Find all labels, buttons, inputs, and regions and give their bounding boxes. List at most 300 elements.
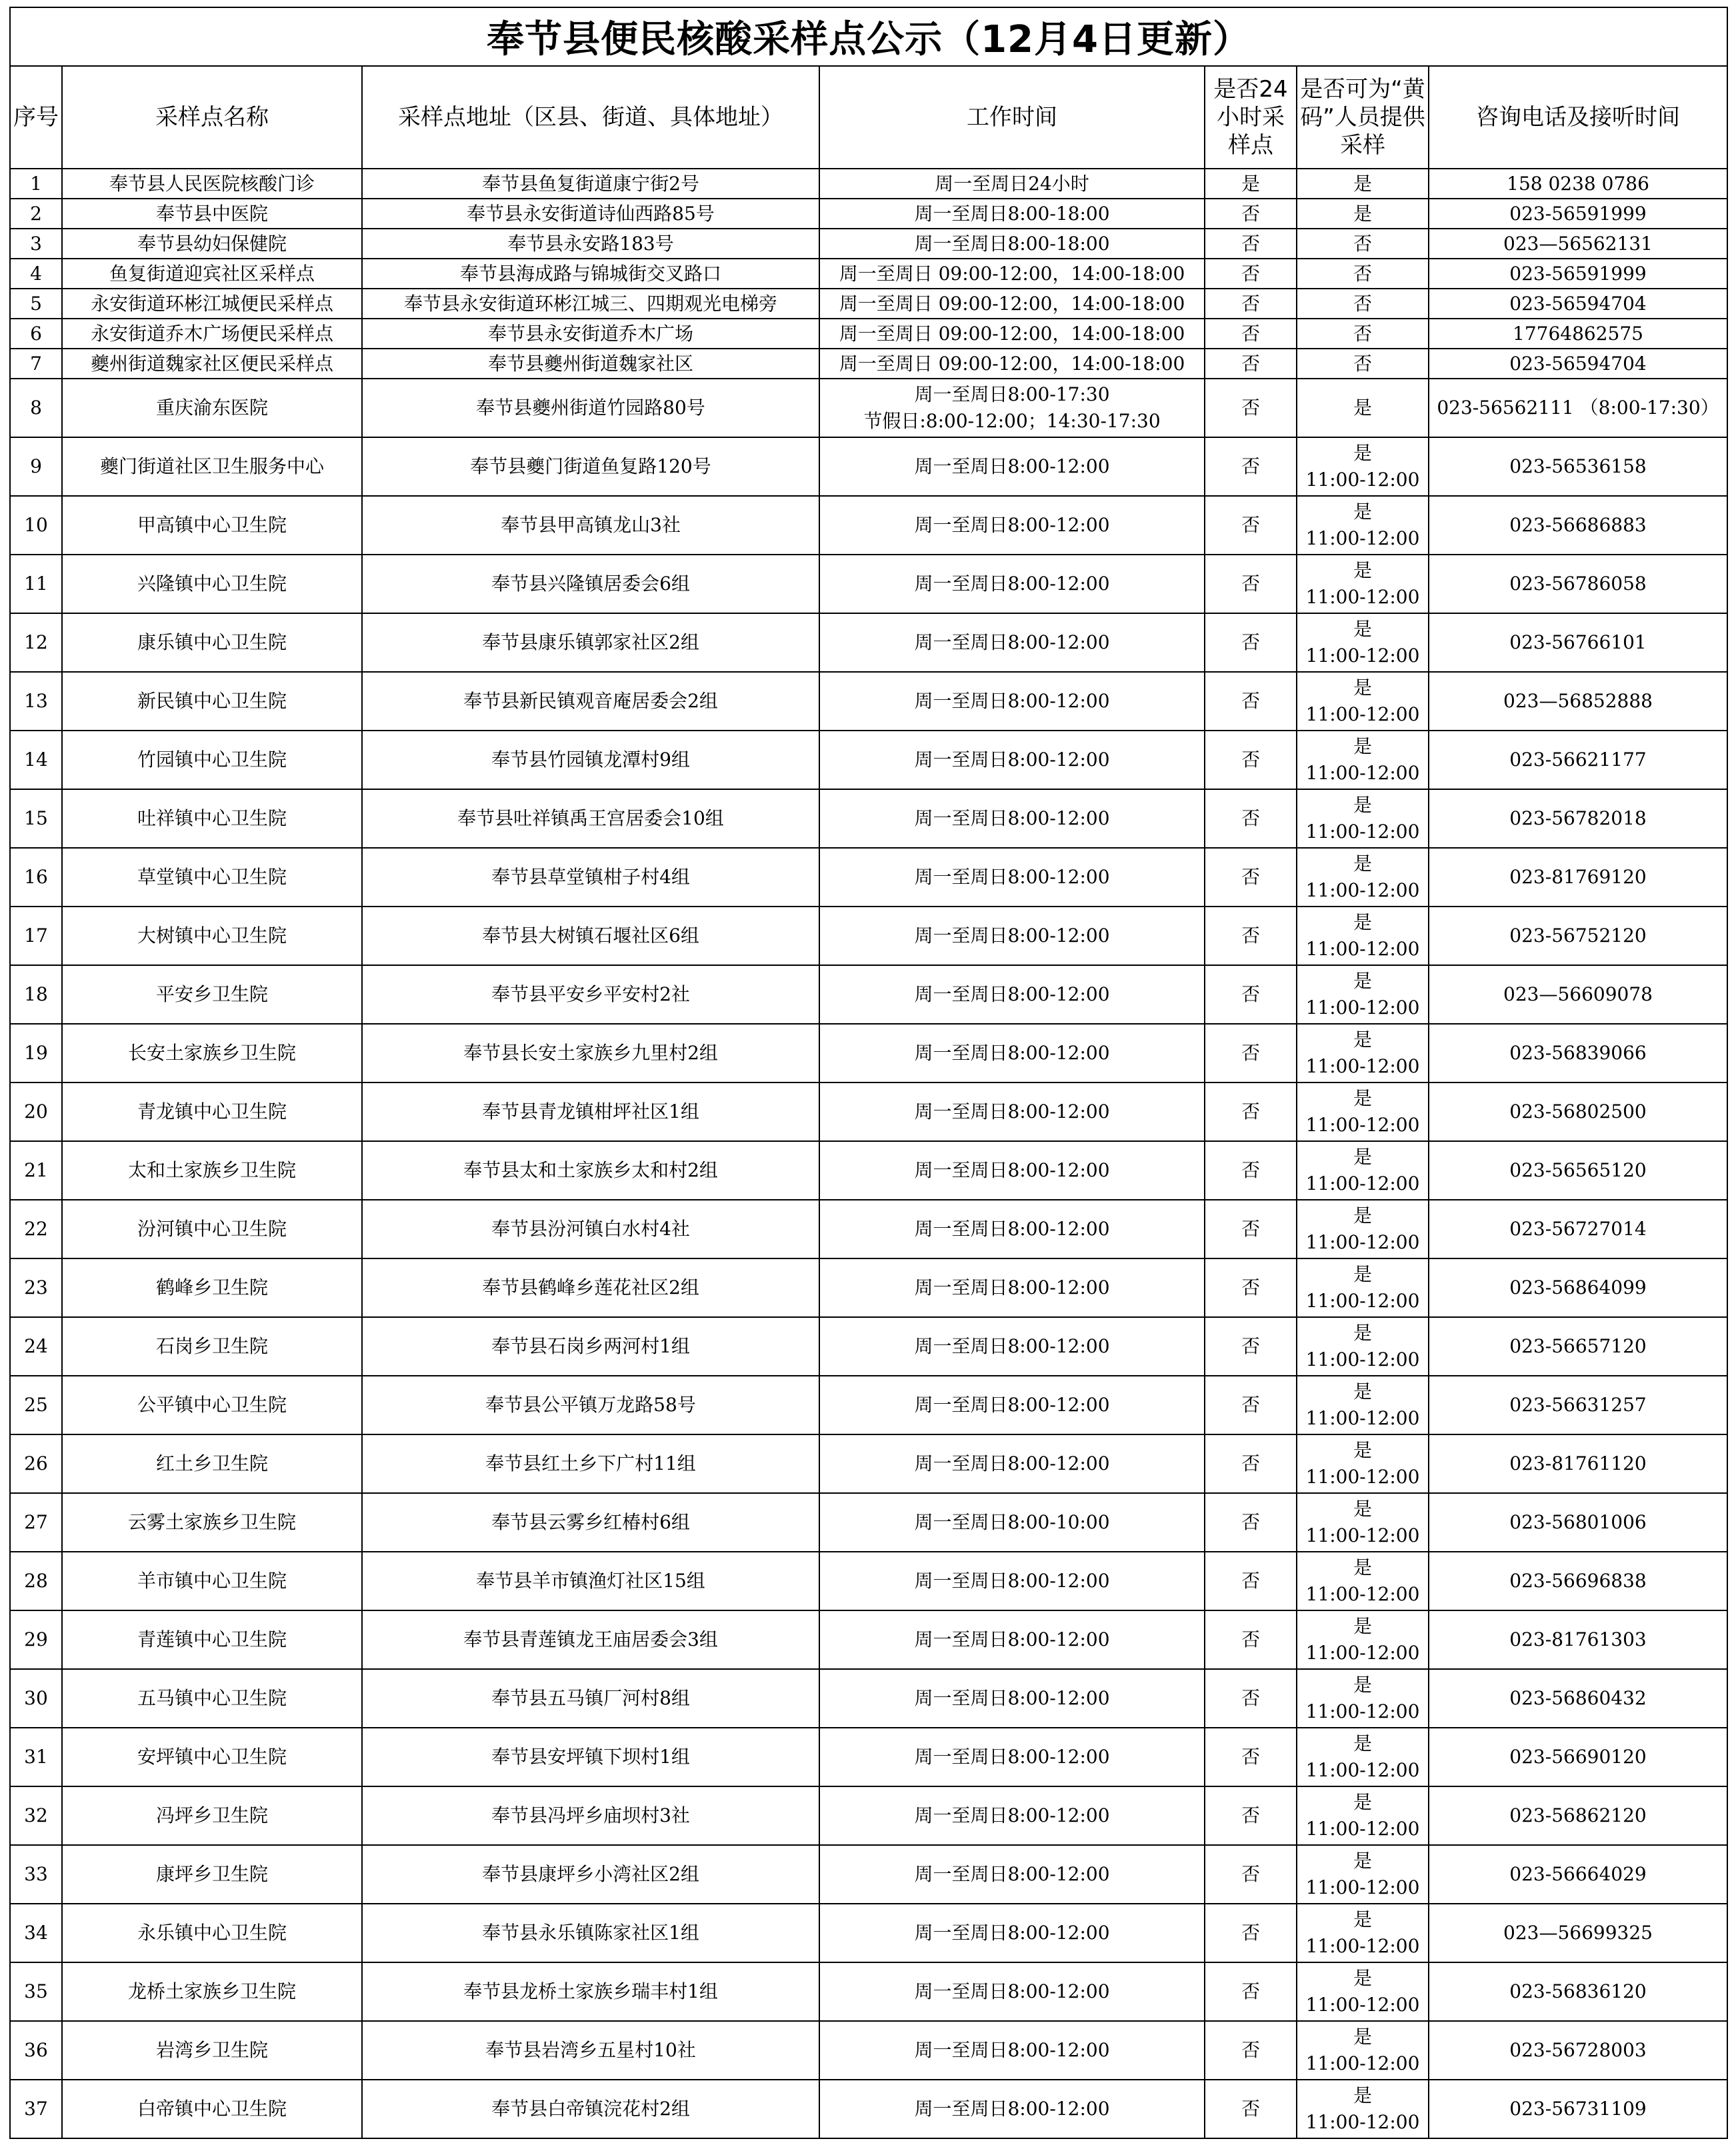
site-name: 夔门街道社区卫生服务中心 xyxy=(62,437,362,496)
contact-phone: 023-56864099 xyxy=(1429,1258,1727,1317)
working-hours: 周一至周日 09:00-12:00，14:00-18:00 xyxy=(819,289,1205,319)
table-row xyxy=(10,789,1727,848)
working-hours: 周一至周日8:00-12:00 xyxy=(819,789,1205,848)
site-address: 奉节县竹园镇龙潭村9组 xyxy=(362,731,819,789)
yellow-code-service: 是 xyxy=(1297,199,1429,229)
contact-phone: 023—56852888 xyxy=(1429,672,1727,731)
yellow-code-time: 11:00-12:00 xyxy=(1305,1876,1420,1898)
working-hours: 周一至周日8:00-10:00 xyxy=(819,1493,1205,1552)
yellow-code-time: 11:00-12:00 xyxy=(1305,703,1420,725)
table-row xyxy=(10,2021,1727,2080)
row-index: 23 xyxy=(10,1258,62,1317)
site-address: 奉节县五马镇厂河村8组 xyxy=(362,1669,819,1728)
contact-phone: 023-56766101 xyxy=(1429,613,1727,672)
is-24h: 否 xyxy=(1205,349,1297,379)
row-index: 8 xyxy=(10,379,62,437)
yellow-code-time: 11:00-12:00 xyxy=(1305,1935,1420,1957)
is-24h: 否 xyxy=(1205,1610,1297,1669)
working-hours: 周一至周日8:00-12:00 xyxy=(819,1610,1205,1669)
yellow-code-time: 11:00-12:00 xyxy=(1305,1818,1420,1840)
is-24h: 否 xyxy=(1205,848,1297,907)
yellow-code-time: 11:00-12:00 xyxy=(1305,1700,1420,1722)
working-hours: 周一至周日8:00-12:00 xyxy=(819,1904,1205,1962)
yellow-code-service xyxy=(1297,1728,1429,1786)
yellow-code-time: 11:00-12:00 xyxy=(1305,1524,1420,1546)
site-address: 奉节县鹤峰乡莲花社区2组 xyxy=(362,1258,819,1317)
yellow-code-time: 11:00-12:00 xyxy=(1305,821,1420,843)
row-index: 4 xyxy=(10,259,62,289)
weekday-hours: 周一至周日8:00-17:30 xyxy=(914,383,1110,405)
table-row xyxy=(10,1376,1727,1434)
is-24h: 否 xyxy=(1205,965,1297,1024)
yellow-code-service xyxy=(1297,1024,1429,1082)
site-name: 公平镇中心卫生院 xyxy=(62,1376,362,1434)
row-index: 9 xyxy=(10,437,62,496)
yellow-code-service xyxy=(1297,907,1429,965)
site-address: 奉节县永安街道诗仙西路85号 xyxy=(362,199,819,229)
working-hours: 周一至周日8:00-12:00 xyxy=(819,1376,1205,1434)
site-name: 重庆渝东医院 xyxy=(62,379,362,437)
contact-phone: 023-56631257 xyxy=(1429,1376,1727,1434)
yellow-code-time: 11:00-12:00 xyxy=(1305,2052,1420,2074)
header-row xyxy=(10,66,1727,169)
working-hours: 周一至周日8:00-12:00 xyxy=(819,1669,1205,1728)
contact-phone: 023-56782018 xyxy=(1429,789,1727,848)
yellow-code-flag: 是 xyxy=(1353,1439,1372,1461)
table-row xyxy=(10,613,1727,672)
site-address: 奉节县兴隆镇居委会6组 xyxy=(362,555,819,613)
site-name: 太和土家族乡卫生院 xyxy=(62,1141,362,1200)
yellow-code-service xyxy=(1297,1258,1429,1317)
working-hours: 周一至周日8:00-12:00 xyxy=(819,496,1205,555)
is-24h: 否 xyxy=(1205,613,1297,672)
working-hours: 周一至周日8:00-12:00 xyxy=(819,1962,1205,2021)
is-24h: 否 xyxy=(1205,379,1297,437)
yellow-code-service xyxy=(1297,1610,1429,1669)
row-index: 13 xyxy=(10,672,62,731)
contact-phone: 023-56594704 xyxy=(1429,349,1727,379)
working-hours: 周一至周日8:00-12:00 xyxy=(819,1552,1205,1610)
table-row xyxy=(10,1728,1727,1786)
is-24h: 否 xyxy=(1205,1258,1297,1317)
site-name: 兴隆镇中心卫生院 xyxy=(62,555,362,613)
yellow-code-time: 11:00-12:00 xyxy=(1305,997,1420,1019)
is-24h: 否 xyxy=(1205,731,1297,789)
header-yellow-code: 是否可为“黄码”人员提供采样 xyxy=(1297,66,1429,169)
site-name: 石岗乡卫生院 xyxy=(62,1317,362,1376)
yellow-code-service: 是 xyxy=(1297,379,1429,437)
table-row xyxy=(10,229,1727,259)
working-hours: 周一至周日8:00-12:00 xyxy=(819,613,1205,672)
yellow-code-flag: 是 xyxy=(1353,501,1372,523)
row-index: 15 xyxy=(10,789,62,848)
table-row xyxy=(10,1493,1727,1552)
table-row xyxy=(10,169,1727,199)
working-hours: 周一至周日 09:00-12:00，14:00-18:00 xyxy=(819,349,1205,379)
table-row xyxy=(10,1845,1727,1904)
table-row xyxy=(10,379,1727,437)
row-index: 30 xyxy=(10,1669,62,1728)
yellow-code-time: 11:00-12:00 xyxy=(1305,1759,1420,1781)
is-24h: 否 xyxy=(1205,1434,1297,1493)
is-24h: 否 xyxy=(1205,1669,1297,1728)
table-row xyxy=(10,319,1727,349)
table-row xyxy=(10,555,1727,613)
row-index: 29 xyxy=(10,1610,62,1669)
site-name: 龙桥土家族乡卫生院 xyxy=(62,1962,362,2021)
row-index: 32 xyxy=(10,1786,62,1845)
contact-phone: 023-56839066 xyxy=(1429,1024,1727,1082)
site-name: 永安街道乔木广场便民采样点 xyxy=(62,319,362,349)
notice-sheet xyxy=(9,7,1727,2139)
table-row xyxy=(10,1786,1727,1845)
working-hours: 周一至周日8:00-12:00 xyxy=(819,848,1205,907)
site-name: 吐祥镇中心卫生院 xyxy=(62,789,362,848)
contact-phone: 023—56609078 xyxy=(1429,965,1727,1024)
table-row xyxy=(10,1434,1727,1493)
contact-phone: 023—56562131 xyxy=(1429,229,1727,259)
site-address: 奉节县大树镇石堰社区6组 xyxy=(362,907,819,965)
yellow-code-service xyxy=(1297,789,1429,848)
working-hours: 周一至周日8:00-12:00 xyxy=(819,555,1205,613)
working-hours: 周一至周日8:00-12:00 xyxy=(819,1728,1205,1786)
site-address: 奉节县夔州街道魏家社区 xyxy=(362,349,819,379)
yellow-code-time: 11:00-12:00 xyxy=(1305,1172,1420,1194)
is-24h: 否 xyxy=(1205,1728,1297,1786)
working-hours: 周一至周日8:00-12:00 xyxy=(819,1141,1205,1200)
working-hours: 周一至周日8:00-18:00 xyxy=(819,199,1205,229)
row-index: 20 xyxy=(10,1082,62,1141)
working-hours: 周一至周日8:00-12:00 xyxy=(819,672,1205,731)
yellow-code-time: 11:00-12:00 xyxy=(1305,1466,1420,1488)
site-name: 青莲镇中心卫生院 xyxy=(62,1610,362,1669)
contact-phone: 023-56594704 xyxy=(1429,289,1727,319)
yellow-code-time: 11:00-12:00 xyxy=(1305,1348,1420,1370)
is-24h: 否 xyxy=(1205,789,1297,848)
yellow-code-time: 11:00-12:00 xyxy=(1305,879,1420,901)
is-24h: 否 xyxy=(1205,555,1297,613)
site-name: 冯坪乡卫生院 xyxy=(62,1786,362,1845)
yellow-code-time: 11:00-12:00 xyxy=(1305,527,1420,549)
table-row xyxy=(10,1258,1727,1317)
row-index: 37 xyxy=(10,2080,62,2138)
site-name: 康坪乡卫生院 xyxy=(62,1845,362,1904)
working-hours: 周一至周日8:00-12:00 xyxy=(819,2080,1205,2138)
yellow-code-flag: 是 xyxy=(1353,970,1372,992)
site-address: 奉节县羊市镇渔灯社区15组 xyxy=(362,1552,819,1610)
contact-phone: 023-81761303 xyxy=(1429,1610,1727,1669)
row-index: 5 xyxy=(10,289,62,319)
row-index: 3 xyxy=(10,229,62,259)
yellow-code-time: 11:00-12:00 xyxy=(1305,938,1420,960)
yellow-code-flag: 是 xyxy=(1353,1908,1372,1930)
row-index: 6 xyxy=(10,319,62,349)
contact-phone: 023—56699325 xyxy=(1429,1904,1727,1962)
yellow-code-service xyxy=(1297,965,1429,1024)
site-address: 奉节县夔门街道鱼复路120号 xyxy=(362,437,819,496)
header-phone: 咨询电话及接听时间 xyxy=(1429,66,1727,169)
is-24h: 否 xyxy=(1205,1141,1297,1200)
table-row xyxy=(10,289,1727,319)
row-index: 17 xyxy=(10,907,62,965)
yellow-code-flag: 是 xyxy=(1353,1615,1372,1637)
is-24h: 否 xyxy=(1205,1376,1297,1434)
site-name: 白帝镇中心卫生院 xyxy=(62,2080,362,2138)
yellow-code-service xyxy=(1297,1434,1429,1493)
working-hours: 周一至周日8:00-12:00 xyxy=(819,907,1205,965)
table-row xyxy=(10,672,1727,731)
table-row xyxy=(10,199,1727,229)
site-name: 大树镇中心卫生院 xyxy=(62,907,362,965)
yellow-code-flag: 是 xyxy=(1353,735,1372,757)
contact-phone: 023-56621177 xyxy=(1429,731,1727,789)
contact-phone: 023-81761120 xyxy=(1429,1434,1727,1493)
yellow-code-flag: 是 xyxy=(1353,1556,1372,1578)
row-index: 16 xyxy=(10,848,62,907)
table-row xyxy=(10,349,1727,379)
yellow-code-time: 11:00-12:00 xyxy=(1305,1642,1420,1664)
is-24h: 否 xyxy=(1205,1493,1297,1552)
contact-phone: 023-56536158 xyxy=(1429,437,1727,496)
yellow-code-flag: 是 xyxy=(1353,1322,1372,1344)
site-name: 云雾土家族乡卫生院 xyxy=(62,1493,362,1552)
yellow-code-time: 11:00-12:00 xyxy=(1305,1407,1420,1429)
site-name: 红土乡卫生院 xyxy=(62,1434,362,1493)
site-address: 奉节县康乐镇郭家社区2组 xyxy=(362,613,819,672)
yellow-code-time: 11:00-12:00 xyxy=(1305,469,1420,491)
site-address: 奉节县冯坪乡庙坝村3社 xyxy=(362,1786,819,1845)
site-address: 奉节县汾河镇白水村4社 xyxy=(362,1200,819,1258)
yellow-code-service xyxy=(1297,555,1429,613)
yellow-code-service xyxy=(1297,848,1429,907)
table-row xyxy=(10,259,1727,289)
yellow-code-flag: 是 xyxy=(1353,1791,1372,1813)
is-24h: 否 xyxy=(1205,437,1297,496)
site-address: 奉节县龙桥土家族乡瑞丰村1组 xyxy=(362,1962,819,2021)
contact-phone: 023-56862120 xyxy=(1429,1786,1727,1845)
yellow-code-flag: 是 xyxy=(1353,1674,1372,1696)
contact-phone: 023-56836120 xyxy=(1429,1962,1727,2021)
contact-phone: 023-56728003 xyxy=(1429,2021,1727,2080)
yellow-code-flag: 是 xyxy=(1353,794,1372,816)
holiday-hours: 节假日:8:00-12:00；14:30-17:30 xyxy=(863,410,1161,432)
is-24h: 否 xyxy=(1205,496,1297,555)
site-name: 竹园镇中心卫生院 xyxy=(62,731,362,789)
yellow-code-service xyxy=(1297,1962,1429,2021)
contact-phone: 023-56731109 xyxy=(1429,2080,1727,2138)
site-name: 康乐镇中心卫生院 xyxy=(62,613,362,672)
working-hours: 周一至周日8:00-12:00 xyxy=(819,1434,1205,1493)
working-hours: 周一至周日8:00-12:00 xyxy=(819,2021,1205,2080)
site-name: 长安土家族乡卫生院 xyxy=(62,1024,362,1082)
contact-phone: 023-56727014 xyxy=(1429,1200,1727,1258)
yellow-code-time: 11:00-12:00 xyxy=(1305,2111,1420,2133)
table-row xyxy=(10,731,1727,789)
yellow-code-flag: 是 xyxy=(1353,559,1372,581)
site-name: 永乐镇中心卫生院 xyxy=(62,1904,362,1962)
row-index: 27 xyxy=(10,1493,62,1552)
row-index: 7 xyxy=(10,349,62,379)
yellow-code-service xyxy=(1297,613,1429,672)
contact-phone: 023-56591999 xyxy=(1429,199,1727,229)
is-24h: 否 xyxy=(1205,1082,1297,1141)
site-address: 奉节县长安土家族乡九里村2组 xyxy=(362,1024,819,1082)
row-index: 31 xyxy=(10,1728,62,1786)
yellow-code-time: 11:00-12:00 xyxy=(1305,1114,1420,1136)
yellow-code-service xyxy=(1297,1200,1429,1258)
is-24h: 否 xyxy=(1205,1024,1297,1082)
contact-phone: 023-56562111 （8:00-17:30） xyxy=(1429,379,1727,437)
site-address: 奉节县青龙镇柑坪社区1组 xyxy=(362,1082,819,1141)
yellow-code-service: 否 xyxy=(1297,259,1429,289)
site-name: 奉节县中医院 xyxy=(62,199,362,229)
working-hours: 周一至周日8:00-12:00 xyxy=(819,1786,1205,1845)
yellow-code-service: 否 xyxy=(1297,319,1429,349)
working-hours: 周一至周日 09:00-12:00，14:00-18:00 xyxy=(819,319,1205,349)
yellow-code-service xyxy=(1297,1845,1429,1904)
table-row xyxy=(10,1082,1727,1141)
working-hours: 周一至周日24小时 xyxy=(819,169,1205,199)
yellow-code-time: 11:00-12:00 xyxy=(1305,586,1420,608)
contact-phone: 17764862575 xyxy=(1429,319,1727,349)
table-row xyxy=(10,1552,1727,1610)
header-index: 序号 xyxy=(10,66,62,169)
table-row xyxy=(10,437,1727,496)
is-24h: 否 xyxy=(1205,1962,1297,2021)
yellow-code-flag: 是 xyxy=(1353,1087,1372,1109)
site-name: 汾河镇中心卫生院 xyxy=(62,1200,362,1258)
yellow-code-flag: 是 xyxy=(1353,853,1372,875)
is-24h: 是 xyxy=(1205,169,1297,199)
contact-phone: 023-56786058 xyxy=(1429,555,1727,613)
yellow-code-flag: 是 xyxy=(1353,2084,1372,2106)
is-24h: 否 xyxy=(1205,319,1297,349)
yellow-code-flag: 是 xyxy=(1353,677,1372,699)
table-body xyxy=(10,169,1727,2138)
working-hours: 周一至周日8:00-12:00 xyxy=(819,731,1205,789)
is-24h: 否 xyxy=(1205,1904,1297,1962)
yellow-code-service xyxy=(1297,1786,1429,1845)
yellow-code-flag: 是 xyxy=(1353,2026,1372,2048)
site-address: 奉节县青莲镇龙王庙居委会3组 xyxy=(362,1610,819,1669)
working-hours: 周一至周日8:00-12:00 xyxy=(819,1317,1205,1376)
contact-phone: 023-56696838 xyxy=(1429,1552,1727,1610)
site-address: 奉节县康坪乡小湾社区2组 xyxy=(362,1845,819,1904)
row-index: 14 xyxy=(10,731,62,789)
site-address: 奉节县夔州街道竹园路80号 xyxy=(362,379,819,437)
yellow-code-service xyxy=(1297,2080,1429,2138)
table-row xyxy=(10,1669,1727,1728)
yellow-code-service xyxy=(1297,1904,1429,1962)
yellow-code-service xyxy=(1297,2021,1429,2080)
site-name: 平安乡卫生院 xyxy=(62,965,362,1024)
contact-phone: 023-56591999 xyxy=(1429,259,1727,289)
header-24h: 是否24小时采样点 xyxy=(1205,66,1297,169)
yellow-code-flag: 是 xyxy=(1353,1204,1372,1226)
table-row xyxy=(10,1200,1727,1258)
contact-phone: 158 0238 0786 xyxy=(1429,169,1727,199)
site-address: 奉节县鱼复街道康宁街2号 xyxy=(362,169,819,199)
row-index: 33 xyxy=(10,1845,62,1904)
yellow-code-service: 否 xyxy=(1297,229,1429,259)
yellow-code-service xyxy=(1297,672,1429,731)
table-row xyxy=(10,1141,1727,1200)
yellow-code-service: 否 xyxy=(1297,349,1429,379)
row-index: 18 xyxy=(10,965,62,1024)
contact-phone: 023-56690120 xyxy=(1429,1728,1727,1786)
site-name: 羊市镇中心卫生院 xyxy=(62,1552,362,1610)
row-index: 28 xyxy=(10,1552,62,1610)
working-hours: 周一至周日8:00-12:00 xyxy=(819,965,1205,1024)
row-index: 34 xyxy=(10,1904,62,1962)
is-24h: 否 xyxy=(1205,289,1297,319)
page-title: 奉节县便民核酸采样点公示（12月4日更新） xyxy=(10,7,1727,66)
table-row xyxy=(10,848,1727,907)
is-24h: 否 xyxy=(1205,1552,1297,1610)
site-address: 奉节县永乐镇陈家社区1组 xyxy=(362,1904,819,1962)
table-row xyxy=(10,2080,1727,2138)
site-name: 永安街道环彬江城便民采样点 xyxy=(62,289,362,319)
site-address: 奉节县平安乡平安村2社 xyxy=(362,965,819,1024)
site-name: 草堂镇中心卫生院 xyxy=(62,848,362,907)
header-name: 采样点名称 xyxy=(62,66,362,169)
is-24h: 否 xyxy=(1205,907,1297,965)
contact-phone: 023-56801006 xyxy=(1429,1493,1727,1552)
yellow-code-service xyxy=(1297,1552,1429,1610)
working-hours: 周一至周日8:00-12:00 xyxy=(819,1200,1205,1258)
site-address: 奉节县新民镇观音庵居委会2组 xyxy=(362,672,819,731)
site-name: 新民镇中心卫生院 xyxy=(62,672,362,731)
is-24h: 否 xyxy=(1205,199,1297,229)
site-name: 奉节县人民医院核酸门诊 xyxy=(62,169,362,199)
table-row xyxy=(10,1962,1727,2021)
yellow-code-service: 是 xyxy=(1297,169,1429,199)
header-hours: 工作时间 xyxy=(819,66,1205,169)
contact-phone: 023-56664029 xyxy=(1429,1845,1727,1904)
site-address: 奉节县云雾乡红椿村6组 xyxy=(362,1493,819,1552)
yellow-code-time: 11:00-12:00 xyxy=(1305,1055,1420,1077)
site-name: 五马镇中心卫生院 xyxy=(62,1669,362,1728)
site-name: 夔州街道魏家社区便民采样点 xyxy=(62,349,362,379)
site-address: 奉节县草堂镇柑子村4组 xyxy=(362,848,819,907)
table-row xyxy=(10,965,1727,1024)
header-address: 采样点地址（区县、街道、具体地址） xyxy=(362,66,819,169)
table-row xyxy=(10,907,1727,965)
contact-phone: 023-56657120 xyxy=(1429,1317,1727,1376)
yellow-code-time: 11:00-12:00 xyxy=(1305,1583,1420,1605)
row-index: 10 xyxy=(10,496,62,555)
yellow-code-service xyxy=(1297,1317,1429,1376)
yellow-code-service: 否 xyxy=(1297,289,1429,319)
yellow-code-service xyxy=(1297,496,1429,555)
row-index: 24 xyxy=(10,1317,62,1376)
contact-phone: 023-56565120 xyxy=(1429,1141,1727,1200)
table-row xyxy=(10,1904,1727,1962)
is-24h: 否 xyxy=(1205,2021,1297,2080)
yellow-code-flag: 是 xyxy=(1353,1732,1372,1754)
working-hours: 周一至周日8:00-18:00 xyxy=(819,229,1205,259)
yellow-code-service xyxy=(1297,731,1429,789)
site-address: 奉节县公平镇万龙路58号 xyxy=(362,1376,819,1434)
yellow-code-service xyxy=(1297,437,1429,496)
contact-phone: 023-56686883 xyxy=(1429,496,1727,555)
is-24h: 否 xyxy=(1205,1786,1297,1845)
table-row xyxy=(10,1024,1727,1082)
row-index: 36 xyxy=(10,2021,62,2080)
working-hours: 周一至周日8:00-12:00 xyxy=(819,1258,1205,1317)
yellow-code-service xyxy=(1297,1493,1429,1552)
site-name: 安坪镇中心卫生院 xyxy=(62,1728,362,1786)
